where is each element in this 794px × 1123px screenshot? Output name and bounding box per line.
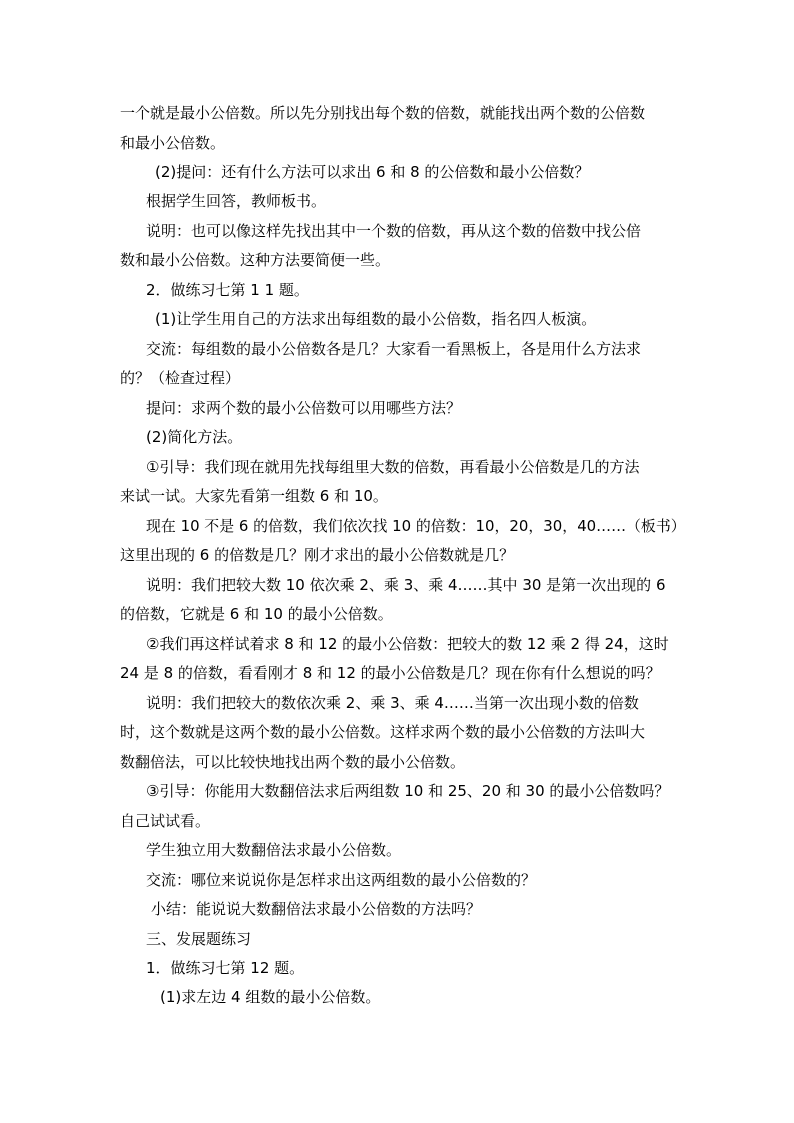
text-line: 交流：每组数的最小公倍数各是几？大家看一看黑板上，各是用什么方法求 — [146, 340, 642, 358]
text-line: 数和最小公倍数。这种方法要简便一些。 — [120, 251, 391, 269]
text-line: ①引导：我们现在就用先找每组里大数的倍数，再看最小公倍数是几的方法 — [146, 458, 640, 476]
text-line: (2)简化方法。 — [146, 428, 243, 446]
text-line: 学生独立用大数翻倍法求最小公倍数。 — [146, 841, 402, 859]
text-line: 说明：我们把较大的数依次乘 2、乘 3、乘 4……当第一次出现小数的倍数 — [146, 694, 639, 712]
text-line: 提问：求两个数的最小公倍数可以用哪些方法？ — [146, 399, 462, 417]
text-line: 24 是 8 的倍数，看看刚才 8 和 12 的最小公倍数是几？现在你有什么想说的吗？ — [120, 664, 661, 682]
text-line: 1．做练习七第 12 题。 — [146, 959, 305, 977]
text-line: 小结：能说说大数翻倍法求最小公倍数的方法吗？ — [151, 900, 482, 918]
text-line: 的倍数，它就是 6 和 10 的最小公倍数。 — [120, 605, 393, 623]
text-line: 根据学生回答，教师板书。 — [146, 192, 327, 210]
text-line: 和最小公倍数。 — [120, 134, 226, 152]
text-line: 说明：我们把较大数 10 依次乘 2、乘 3、乘 4……其中 30 是第一次出现的 6 — [146, 576, 666, 594]
text-line: 现在 10 不是 6 的倍数，我们依次找 10 的倍数：10，20，30，40……（板书） — [146, 517, 686, 535]
text-line: 2．做练习七第 1 1 题。 — [146, 281, 309, 299]
text-line: 这里出现的 6 的倍数是几？刚才求出的最小公倍数就是几？ — [120, 546, 515, 564]
text-line: (1)让学生用自己的方法求出每组数的最小公倍数，指名四人板演。 — [155, 310, 597, 328]
text-line: 的？（检查过程） — [120, 369, 241, 387]
text-line: ③引导：你能用大数翻倍法求后两组数 10 和 25、20 和 30 的最小公倍数吗？ — [146, 782, 670, 800]
text-line: 数翻倍法，可以比较快地找出两个数的最小公倍数。 — [120, 753, 466, 771]
text-line: 来试一试。大家先看第一组数 6 和 10。 — [120, 487, 388, 505]
text-line: 自己试试看。 — [120, 812, 211, 830]
text-line: (1)求左边 4 组数的最小公倍数。 — [160, 988, 381, 1006]
text-line: 时，这个数就是这两个数的最小公倍数。这样求两个数的最小公倍数的方法叫大 — [120, 723, 646, 741]
text-line: 说明：也可以像这样先找出其中一个数的倍数，再从这个数的倍数中找公倍 — [146, 222, 642, 240]
text-line: ②我们再这样试着求 8 和 12 的最小公倍数：把较大的数 12 乘 2 得 24，这时 — [146, 635, 669, 653]
text-line: 一个就是最小公倍数。所以先分别找出每个数的倍数，就能找出两个数的公倍数 — [120, 104, 646, 122]
text-line: (2)提问：还有什么方法可以求出 6 和 8 的公倍数和最小公倍数？ — [155, 163, 590, 181]
text-line: 交流：哪位来说说你是怎样求出这两组数的最小公倍数的？ — [146, 871, 537, 889]
section-heading: 三、发展题练习 — [146, 930, 252, 948]
